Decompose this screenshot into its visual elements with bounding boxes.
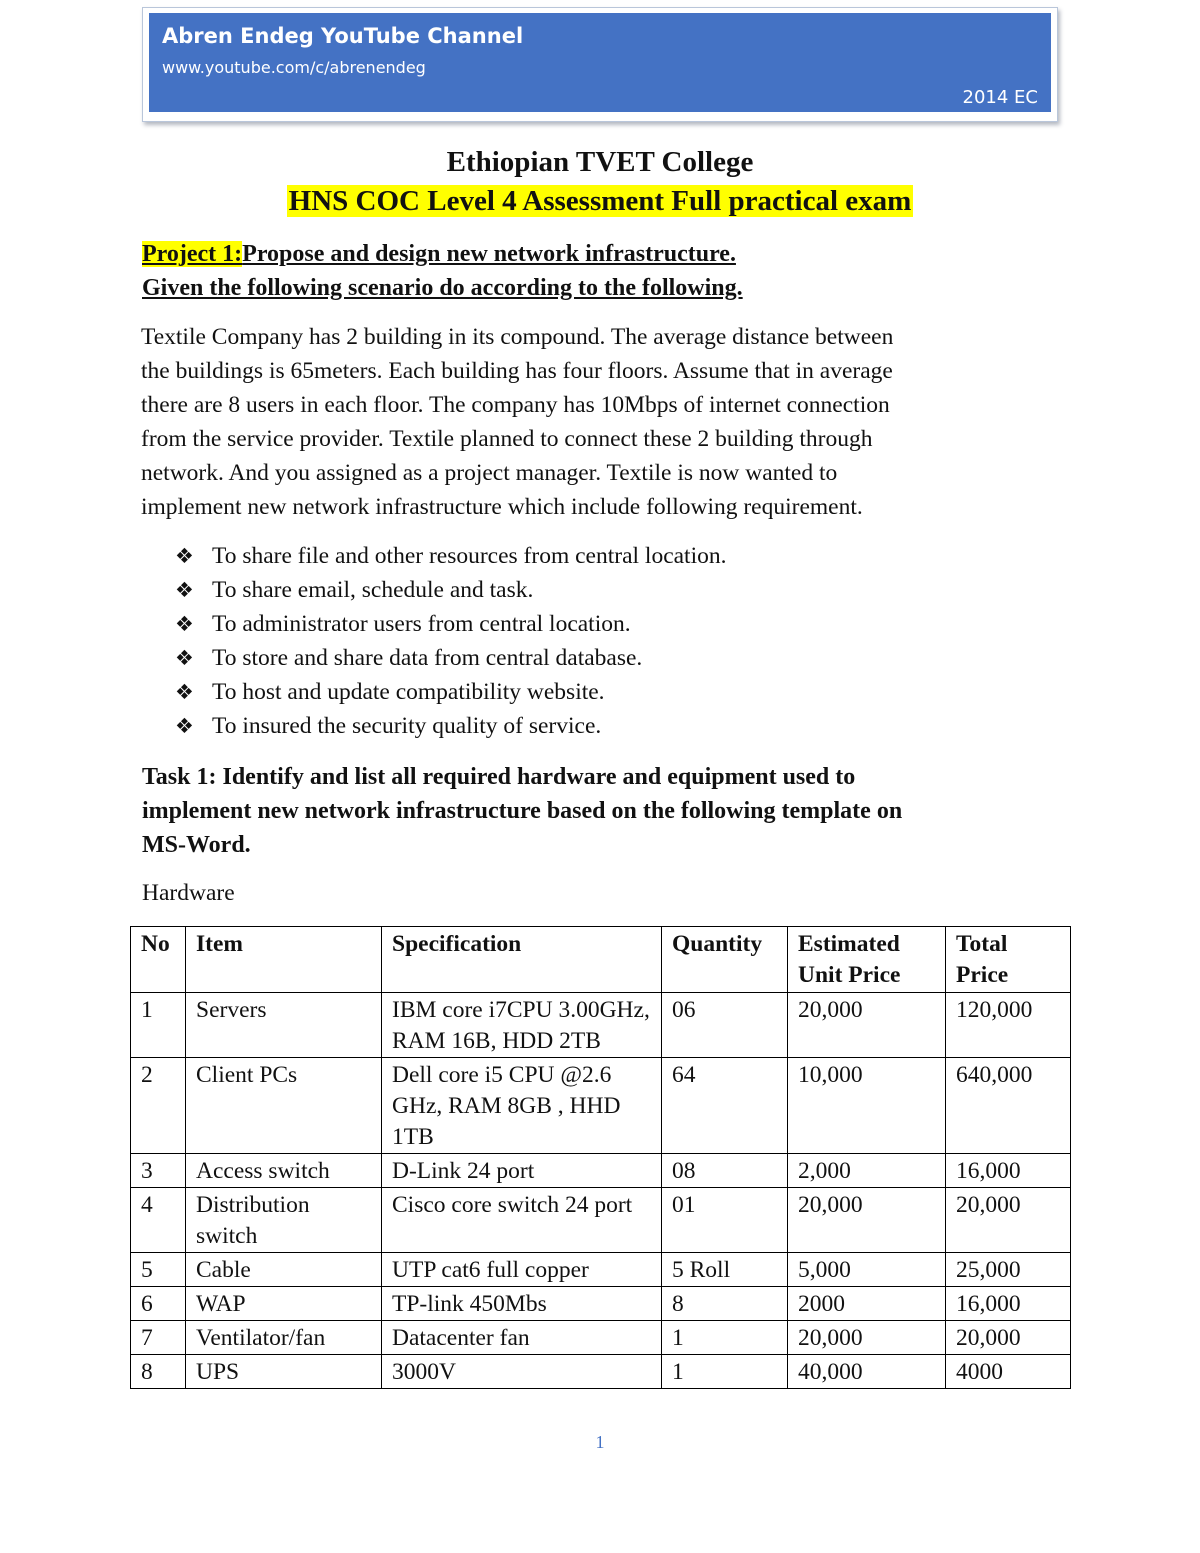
table-cell: 08: [662, 1154, 788, 1188]
table-cell: Servers: [186, 993, 382, 1058]
table-cell: UPS: [186, 1355, 382, 1389]
scenario-line: Textile Company has 2 building in its compound. The average distance between: [141, 324, 894, 350]
diamond-bullet-icon: ❖: [175, 612, 194, 636]
table-cell: 1: [662, 1355, 788, 1389]
scenario-line: from the service provider. Textile planned to connect these 2 building through: [141, 426, 873, 452]
table-cell: 20,000: [788, 1321, 946, 1355]
diamond-bullet-icon: ❖: [175, 544, 194, 568]
list-item: [175, 709, 727, 743]
column-header-unit-price: Estimated Unit Price: [788, 927, 946, 993]
table-cell: 5: [131, 1253, 186, 1287]
table-cell: 16,000: [946, 1154, 1071, 1188]
table-cell: 7: [131, 1321, 186, 1355]
table-cell: Datacenter fan: [382, 1321, 662, 1355]
table-cell: 1: [662, 1321, 788, 1355]
scenario-line: network. And you assigned as a project manager. Textile is now wanted to: [141, 460, 838, 486]
table-cell: Distribution switch: [186, 1188, 382, 1253]
table-cell: Client PCs: [186, 1058, 382, 1154]
table-cell: Ventilator/fan: [186, 1321, 382, 1355]
column-header-quantity: Quantity: [662, 927, 788, 993]
table-header-row: [131, 927, 1071, 993]
hardware-table: [130, 926, 1071, 1389]
table-cell: D-Link 24 port: [382, 1154, 662, 1188]
table-cell: 4: [131, 1188, 186, 1253]
list-item: [175, 675, 727, 709]
table-row: [131, 1355, 1071, 1389]
table-cell: 8: [662, 1287, 788, 1321]
table-cell: TP-link 450Mbs: [382, 1287, 662, 1321]
table-cell: 20,000: [946, 1188, 1071, 1253]
hardware-label: Hardware: [142, 880, 235, 906]
table-cell: 06: [662, 993, 788, 1058]
table-cell: 640,000: [946, 1058, 1071, 1154]
list-item: [175, 573, 727, 607]
table-row: [131, 1154, 1071, 1188]
channel-name: Abren Endeg YouTube Channel: [162, 24, 524, 48]
project-title: Propose and design new network infrastructure.: [242, 241, 736, 267]
table-cell: 5,000: [788, 1253, 946, 1287]
table-row: [131, 1287, 1071, 1321]
project-heading: [142, 237, 743, 305]
table-row: [131, 1058, 1071, 1154]
table-row: [131, 1321, 1071, 1355]
table-cell: 2000: [788, 1287, 946, 1321]
column-header-no: No: [131, 927, 186, 993]
list-item: [175, 641, 727, 675]
table-cell: 6: [131, 1287, 186, 1321]
channel-banner-fill: [149, 13, 1051, 112]
task-heading: [142, 760, 902, 862]
table-cell: 120,000: [946, 993, 1071, 1058]
table-cell: 20,000: [788, 1188, 946, 1253]
table-row: [131, 993, 1071, 1058]
table-cell: 40,000: [788, 1355, 946, 1389]
table-cell: 2,000: [788, 1154, 946, 1188]
task-line: implement new network infrastructure based on the following template on: [142, 798, 903, 824]
document-title: Ethiopian TVET College: [446, 146, 754, 178]
table-cell: 01: [662, 1188, 788, 1253]
requirement-text: To host and update compatibility website.: [212, 679, 605, 705]
table-cell: 25,000: [946, 1253, 1071, 1287]
requirement-text: To share email, schedule and task.: [212, 577, 534, 603]
table-cell: UTP cat6 full copper: [382, 1253, 662, 1287]
table-cell: Cisco core switch 24 port: [382, 1188, 662, 1253]
document-subtitle-wrapper: [0, 182, 1200, 220]
table-cell: 1: [131, 993, 186, 1058]
list-item: [175, 539, 727, 573]
requirements-list: [175, 539, 727, 743]
scenario-line: implement new network infrastructure which include following requirement.: [141, 494, 863, 520]
table-cell: 8: [131, 1355, 186, 1389]
column-header-total-price: Total Price: [946, 927, 1071, 993]
project-title-line: [142, 237, 743, 271]
project-instruction: Given the following scenario do according to the following.: [142, 275, 743, 301]
table-cell: Dell core i5 CPU @2.6 GHz, RAM 8GB , HHD 1TB: [382, 1058, 662, 1154]
table-row: [131, 1188, 1071, 1253]
list-item: [175, 607, 727, 641]
channel-url: www.youtube.com/c/abrenendeg: [162, 58, 426, 77]
column-header-specification: Specification: [382, 927, 662, 993]
project-label: Project 1:: [142, 241, 243, 267]
channel-banner: [142, 7, 1058, 122]
table-cell: Cable: [186, 1253, 382, 1287]
requirement-text: To administrator users from central location.: [212, 611, 631, 637]
table-cell: 3: [131, 1154, 186, 1188]
task-line: MS-Word.: [142, 832, 251, 858]
scenario-line: the buildings is 65meters. Each building has four floors. Assume that in average: [141, 358, 893, 384]
diamond-bullet-icon: ❖: [175, 646, 194, 670]
table-cell: WAP: [186, 1287, 382, 1321]
table-cell: 10,000: [788, 1058, 946, 1154]
table-cell: 20,000: [788, 993, 946, 1058]
table-cell: 4000: [946, 1355, 1071, 1389]
table-cell: 20,000: [946, 1321, 1071, 1355]
table-cell: 3000V: [382, 1355, 662, 1389]
diamond-bullet-icon: ❖: [175, 578, 194, 602]
diamond-bullet-icon: ❖: [175, 714, 194, 738]
table-cell: 2: [131, 1058, 186, 1154]
page-number: 1: [595, 1432, 605, 1452]
diamond-bullet-icon: ❖: [175, 680, 194, 704]
table-cell: 16,000: [946, 1287, 1071, 1321]
scenario-paragraph: [141, 320, 1041, 524]
requirement-text: To store and share data from central database.: [212, 645, 643, 671]
table-cell: 64: [662, 1058, 788, 1154]
banner-year: 2014 EC: [962, 87, 1038, 108]
table-cell: Access switch: [186, 1154, 382, 1188]
scenario-line: there are 8 users in each floor. The company has 10Mbps of internet connection: [141, 392, 890, 418]
document-subtitle: HNS COC Level 4 Assessment Full practical exam: [288, 185, 912, 217]
table-cell: IBM core i7CPU 3.00GHz, RAM 16B, HDD 2TB: [382, 993, 662, 1058]
requirement-text: To share file and other resources from central location.: [212, 543, 727, 569]
table-cell: 5 Roll: [662, 1253, 788, 1287]
column-header-item: Item: [186, 927, 382, 993]
task-line: Task 1: Identify and list all required hardware and equipment used to: [142, 764, 856, 790]
table-row: [131, 1253, 1071, 1287]
requirement-text: To insured the security quality of service.: [212, 713, 602, 739]
